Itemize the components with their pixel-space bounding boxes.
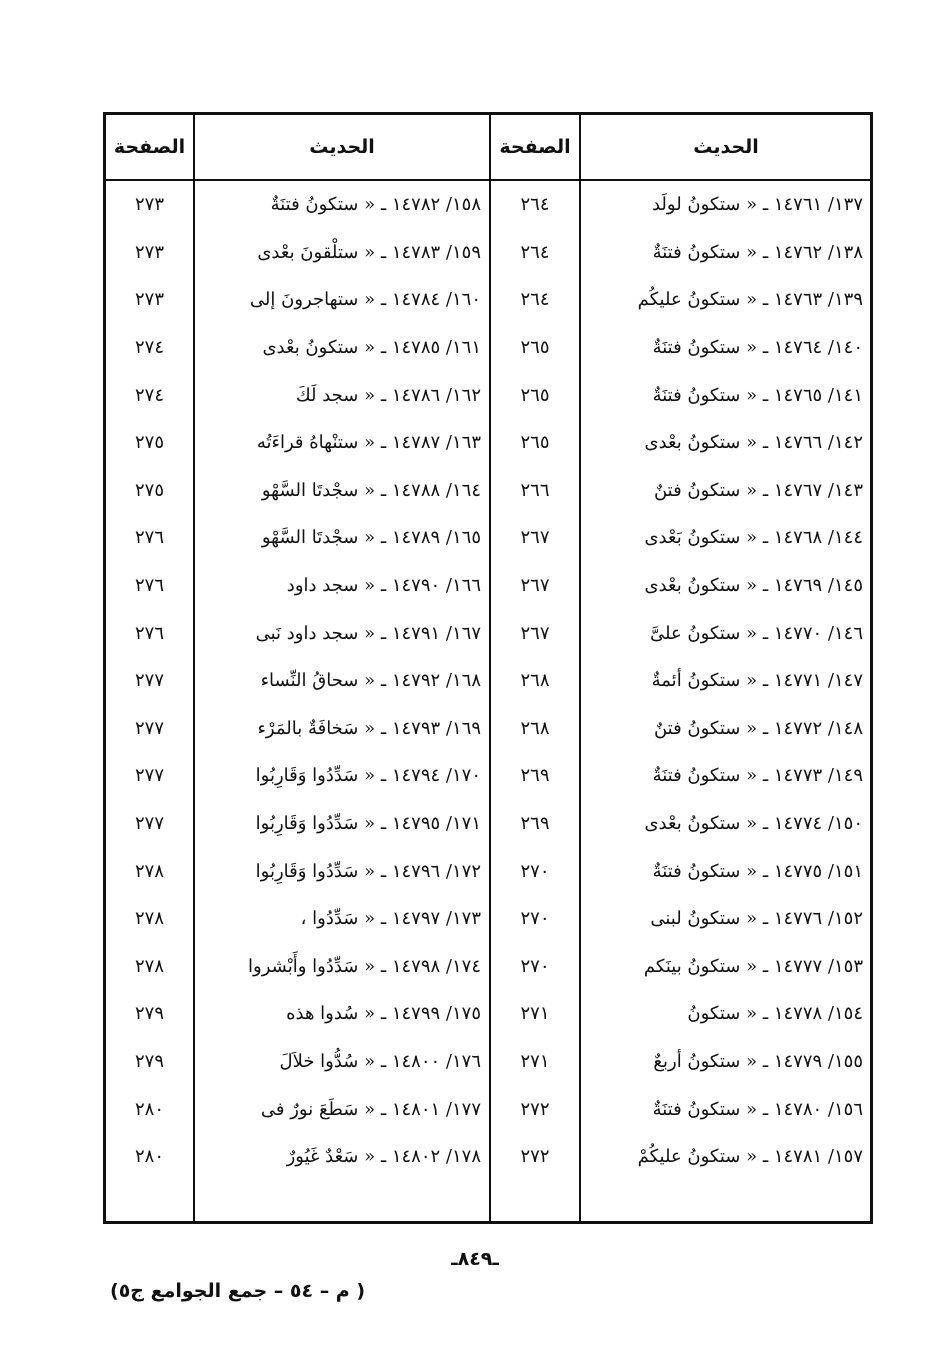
hadith-entry: ١٣٨/ ١٤٧٦٢ ـ « ستكونُ فتنَةٌ <box>652 241 863 263</box>
hadith-entry: ١٥٥/ ١٤٧٧٩ ـ « ستكونُ أربعٌ <box>653 1050 863 1072</box>
hadith-entry: ١٤٢/ ١٤٧٦٦ ـ « ستكونُ بعْدى <box>644 432 863 454</box>
page-ref: ٢٧٧ <box>135 670 165 692</box>
hadith-entry: ١٥٤/ ١٤٧٧٨ ـ « ستكونُ <box>687 1003 863 1025</box>
page-ref: ٢٦٦ <box>520 479 550 501</box>
page-ref: ٢٧٢ <box>520 1098 550 1120</box>
page-ref: ٢٦٥ <box>520 432 550 454</box>
page-ref: ٢٧٨ <box>135 860 165 882</box>
hadith-entry: ١٥١/ ١٤٧٧٥ ـ « ستكونُ فتنَةٌ <box>652 860 863 882</box>
hadith-entry: ١٦٣/ ١٤٧٨٧ ـ « ستنْهاهُ قراءَتُه <box>256 432 481 454</box>
page-ref: ٢٧٠ <box>520 908 550 930</box>
page-ref: ٢٧٦ <box>135 527 165 549</box>
page-ref: ٢٧٧ <box>135 765 165 787</box>
page-ref: ٢٦٥ <box>520 384 550 406</box>
left-hadith-column <box>195 181 489 1180</box>
page-ref: ٢٧٤ <box>135 384 165 406</box>
hadith-entry: ١٤٦/ ١٤٧٧٠ ـ « ستكونُ علىَّ <box>649 622 863 644</box>
hadith-entry: ١٦٤/ ١٤٧٨٨ ـ « سجْدتَا السَّهْو <box>261 479 481 501</box>
header-right-hadith: الحديث <box>693 136 759 158</box>
hadith-entry: ١٥٧/ ١٤٧٨١ ـ « ستكونُ عليكُمْ <box>637 1146 863 1168</box>
page-ref: ٢٧٠ <box>520 955 550 977</box>
page-ref: ٢٧٥ <box>135 432 165 454</box>
header-left-hadith: الحديث <box>309 136 375 158</box>
page-ref: ٢٨٠ <box>135 1098 165 1120</box>
hadith-entry: ١٧٤/ ١٤٧٩٨ ـ « سَدِّدُوا وأَبْشروا <box>248 955 481 977</box>
hadith-entry: ١٥٦/ ١٤٧٨٠ ـ « ستكونُ فتنَةٌ <box>652 1098 863 1120</box>
page-ref: ٢٧٤ <box>135 337 165 359</box>
page-ref: ٢٧٦ <box>135 575 165 597</box>
right-hadith-column <box>581 181 871 1180</box>
page-ref: ٢٦٧ <box>520 527 550 549</box>
hadith-entry: ١٧٣/ ١٤٧٩٧ ـ « سَدِّدُوا ، <box>300 908 481 930</box>
page-ref: ٢٧٨ <box>135 955 165 977</box>
hadith-entry: ١٧١/ ١٤٧٩٥ ـ « سَدِّدُوا وَقَارِبُوا <box>255 813 481 835</box>
hadith-entry: ١٦٢/ ١٤٧٨٦ ـ « سجد لَكَ <box>295 384 481 406</box>
hadith-entry: ١٤٥/ ١٤٧٦٩ ـ « ستكونُ بعْدى <box>644 575 863 597</box>
hadith-entry: ١٧٥/ ١٤٧٩٩ ـ « سُدوا هذه <box>286 1003 481 1025</box>
page-ref: ٢٦٩ <box>520 765 550 787</box>
page-ref: ٢٦٨ <box>520 717 550 739</box>
page-ref: ٢٧٣ <box>135 289 165 311</box>
hadith-entry: ١٦٧/ ١٤٧٩١ ـ « سجد داود نَبى <box>255 622 481 644</box>
hadith-entry: ١٤٠/ ١٤٧٦٤ ـ « ستكونُ فتنَةٌ <box>652 337 863 359</box>
hadith-entry: ١٦٨/ ١٤٧٩٢ ـ « سحاقُ النِّساء <box>260 670 481 692</box>
page-ref: ٢٧٣ <box>135 194 165 216</box>
right-page-column <box>491 181 579 1180</box>
hadith-entry: ١٦٠/ ١٤٧٨٤ ـ « ستهاجرونَ إلى <box>249 289 481 311</box>
page-ref: ٢٧٢ <box>520 1146 550 1168</box>
page-ref: ٢٧٥ <box>135 479 165 501</box>
header-left-page: الصفحة <box>113 136 186 158</box>
page-ref: ٢٦٤ <box>520 241 550 263</box>
page-ref: ٢٦٩ <box>520 813 550 835</box>
page-ref: ٢٦٧ <box>520 622 550 644</box>
hadith-entry: ١٣٩/ ١٤٧٦٣ ـ « ستكونُ عليكُم <box>637 289 863 311</box>
hadith-entry: ١٥٩/ ١٤٧٨٣ ـ « ستلْقونَ بعْدى <box>257 241 481 263</box>
page-ref: ٢٧١ <box>520 1050 550 1072</box>
hadith-entry: ١٥٠/ ١٤٧٧٤ ـ « ستكونُ بعْدى <box>644 813 863 835</box>
hadith-entry: ١٤٤/ ١٤٧٦٨ ـ « ستكونُ بَعْدى <box>644 527 863 549</box>
page-ref: ٢٨٠ <box>135 1146 165 1168</box>
page-ref: ٢٦٤ <box>520 289 550 311</box>
hadith-entry: ١٤٣/ ١٤٧٦٧ ـ « ستكونُ فتنٌ <box>653 479 863 501</box>
page-ref: ٢٧٧ <box>135 813 165 835</box>
hadith-entry: ١٧٦/ ١٤٨٠٠ ـ « سُدُّوا خلاَلَ <box>279 1050 481 1072</box>
page-ref: ٢٧٣ <box>135 241 165 263</box>
hadith-entry: ١٧٨/ ١٤٨٠٢ ـ « سَعْدٌ غَيُورٌ <box>286 1146 481 1168</box>
page-number: ـ٨٤٩ـ <box>451 1248 499 1270</box>
hadith-entry: ١٧٢/ ١٤٧٩٦ ـ « سَدِّدُوا وَقَارِبُوا <box>255 860 481 882</box>
page-ref: ٢٧٠ <box>520 860 550 882</box>
footer-reference: ( م – ٥٤ – جمع الجوامع ج٥) <box>110 1280 366 1302</box>
left-page-column <box>106 181 193 1180</box>
hadith-entry: ١٦٦/ ١٤٧٩٠ ـ « سجد داود <box>286 575 481 597</box>
page-ref: ٢٧٩ <box>135 1050 165 1072</box>
hadith-entry: ١٤٨/ ١٤٧٧٢ ـ « ستكونُ فتنٌ <box>653 717 863 739</box>
page-ref: ٢٧٦ <box>135 622 165 644</box>
page-ref: ٢٦٧ <box>520 575 550 597</box>
hadith-entry: ١٥٣/ ١٤٧٧٧ ـ « ستكونُ بينَكم <box>643 955 863 977</box>
hadith-entry: ١٦٩/ ١٤٧٩٣ ـ « سَخافَةٌ بالمَرْء <box>257 717 481 739</box>
page-ref: ٢٦٤ <box>520 194 550 216</box>
hadith-entry: ١٧٧/ ١٤٨٠١ ـ « سَطَعَ نورٌ فى <box>260 1098 481 1120</box>
index-table <box>103 112 873 1224</box>
page-ref: ٢٧٧ <box>135 717 165 739</box>
page-ref: ٢٦٨ <box>520 670 550 692</box>
page-ref: ٢٧٨ <box>135 908 165 930</box>
hadith-entry: ١٣٧/ ١٤٧٦١ ـ « ستكونُ لولَد <box>651 194 863 216</box>
hadith-entry: ١٦١/ ١٤٧٨٥ ـ « ستكونُ بعْدى <box>262 337 481 359</box>
page-ref: ٢٧٩ <box>135 1003 165 1025</box>
hadith-entry: ١٥٢/ ١٤٧٧٦ ـ « ستكونُ لبنى <box>650 908 863 930</box>
page-ref: ٢٦٥ <box>520 337 550 359</box>
hadith-entry: ١٤٧/ ١٤٧٧١ ـ « ستكونُ أئمةٌ <box>651 670 863 692</box>
page-ref: ٢٧١ <box>520 1003 550 1025</box>
hadith-entry: ١٦٥/ ١٤٧٨٩ ـ « سجْدتَا السَّهْو <box>261 527 481 549</box>
hadith-entry: ١٤١/ ١٤٧٦٥ ـ « ستكونُ فتنَةٌ <box>652 384 863 406</box>
header-right-page: الصفحة <box>499 136 571 158</box>
hadith-entry: ١٤٩/ ١٤٧٧٣ ـ « ستكونُ فتنَةٌ <box>652 765 863 787</box>
hadith-entry: ١٥٨/ ١٤٧٨٢ ـ « ستكونُ فتنَةٌ <box>270 194 481 216</box>
hadith-entry: ١٧٠/ ١٤٧٩٤ ـ « سَدِّدُوا وَقَارِبُوا <box>255 765 481 787</box>
